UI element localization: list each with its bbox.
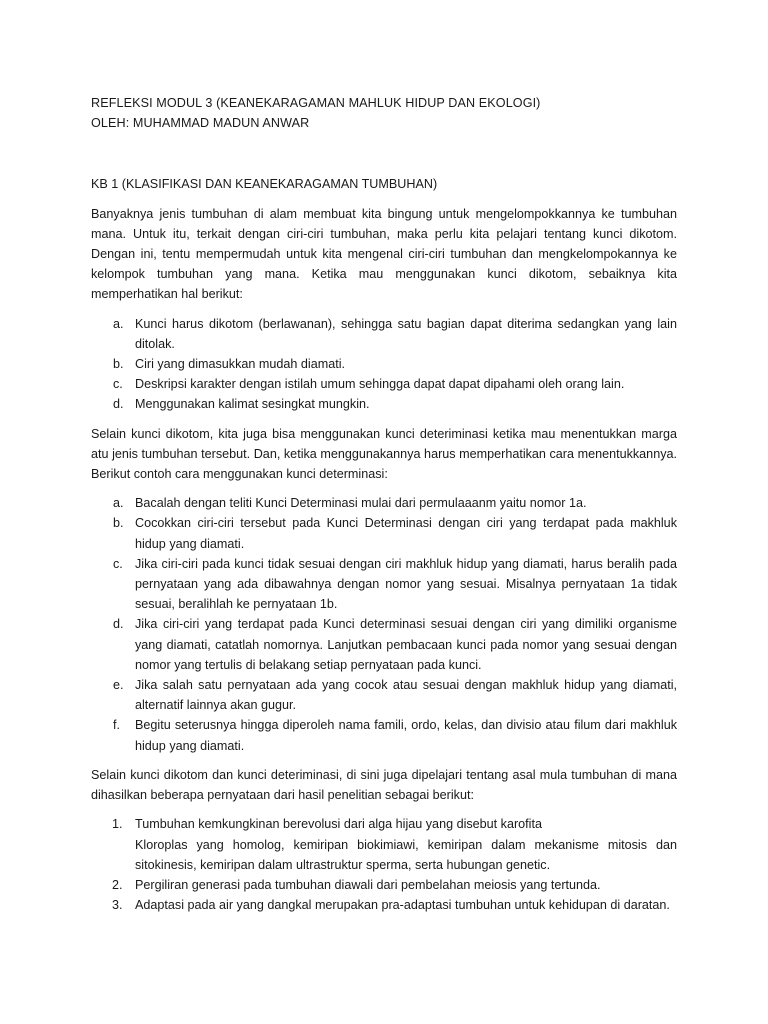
list-marker: a. bbox=[113, 316, 124, 331]
list-marker: c. bbox=[113, 377, 123, 392]
list-marker: b. bbox=[113, 516, 124, 531]
list-determinasi-steps bbox=[91, 493, 677, 756]
document-page bbox=[91, 93, 677, 915]
list-marker: d. bbox=[113, 397, 124, 412]
list-item bbox=[91, 314, 677, 354]
list-item-text: Kunci harus dikotom (berlawanan), sehingga satu bagian dapat diterima sedangkan yang lain ditolak. bbox=[135, 316, 677, 351]
list-item-subtext: Kloroplas yang homolog, kemiripan biokimiawi, kemiripan dalam mekanisme mitosis dan sitokinesis, kemiripan dalam ultrastruktur sperma, serta hubungan genetic. bbox=[135, 837, 677, 872]
list-item-text: Tumbuhan kemkungkinan berevolusi dari alga hijau yang disebut karofita bbox=[135, 817, 542, 832]
list-marker: 3. bbox=[112, 898, 123, 913]
list-dikotom-rules bbox=[91, 314, 677, 415]
document-title: REFLEKSI MODUL 3 (KEANEKARAGAMAN MAHLUK HIDUP DAN EKOLOGI) bbox=[91, 96, 541, 110]
list-item bbox=[91, 875, 677, 895]
list-item bbox=[91, 513, 677, 553]
section-heading: KB 1 (KLASIFIKASI DAN KEANEKARAGAMAN TUMBUHAN) bbox=[91, 177, 438, 192]
list-item-text: Adaptasi pada air yang dangkal merupakan pra-adaptasi tumbuhan untuk kehidupan di daratan. bbox=[135, 898, 670, 913]
document-author: OLEH: MUHAMMAD MADUN ANWAR bbox=[91, 116, 310, 131]
list-item bbox=[91, 374, 677, 394]
list-item-text: Pergiliran generasi pada tumbuhan diawali dari pembelahan meiosis yang tertunda. bbox=[135, 877, 601, 892]
list-item-text: Jika salah satu pernyataan ada yang cocok atau sesuai dengan makhluk hidup yang diamati, alternatif lainnya akan gugur. bbox=[135, 678, 677, 713]
list-item bbox=[91, 675, 677, 715]
list-marker: 2. bbox=[112, 877, 123, 892]
paragraph-determinasi-intro: Selain kunci dikotom, kita juga bisa menggunakan kunci deteriminasi ketika mau menentukkan marga atu jenis tumbuhan tersebut. Dan, ketika menggunakannya harus memperhatikan cara menentukkannya. Berikut contoh cara menggunakan kunci determinasi: bbox=[91, 426, 677, 482]
list-item bbox=[91, 814, 677, 875]
list-item-text: Cocokkan ciri-ciri tersebut pada Kunci Determinasi dengan ciri yang terdapat pada makhluk hidup yang diamati. bbox=[135, 516, 677, 551]
list-item-text: Jika ciri-ciri yang terdapat pada Kunci determinasi sesuai dengan ciri yang dimiliki organisme yang diamati, catatlah nomornya. Lanjutkan pembacaan kunci pada nomor yang sesuai dengan nomor yang tertulis di belakang setiap pernyataan pada kunci. bbox=[135, 617, 677, 672]
list-item bbox=[91, 614, 677, 675]
list-item bbox=[91, 354, 677, 374]
list-marker: a. bbox=[113, 496, 124, 511]
list-marker: c. bbox=[113, 556, 123, 571]
list-item bbox=[91, 493, 677, 513]
list-asal-tumbuhan bbox=[91, 814, 677, 915]
list-item-text: Begitu seterusnya hingga diperoleh nama famili, ordo, kelas, dan divisio atau filum dari makhluk hidup yang diamati. bbox=[135, 718, 677, 753]
list-item bbox=[91, 895, 677, 915]
list-marker: d. bbox=[113, 617, 124, 632]
list-marker: 1. bbox=[112, 817, 123, 832]
list-item-text: Jika ciri-ciri pada kunci tidak sesuai dengan ciri makhluk hidup yang diamati, harus beralih pada pernyataan yang ada dibawahnya dengan nomor yang sesuai. Misalnya pernyataan 1a tidak sesuai, beralihlah ke pernyataan 1b. bbox=[135, 556, 677, 612]
list-item bbox=[91, 715, 677, 755]
paragraph-asal-tumbuhan-intro: Selain kunci dikotom dan kunci deteriminasi, di sini juga dipelajari tentang asal mula tumbuhan di mana dihasilkan beberapa pernyataan dari hasil penelitian sebagai berikut: bbox=[91, 767, 677, 803]
list-item-text: Menggunakan kalimat sesingkat mungkin. bbox=[135, 397, 370, 412]
list-marker: b. bbox=[113, 357, 124, 372]
paragraph-dikotom-intro: Banyaknya jenis tumbuhan di alam membuat kita bingung untuk mengelompokkannya ke tumbuhan mana. Untuk itu, terkait dengan ciri-ciri tumbuhan, maka perlu kita pelajari tentang kunci dikotom. Dengan ini, tentu mempermudah untuk kita mengenal ciri-ciri tumbuhan dan mengkelompokannya ke kelompok tumbuhan yang mana. Ketika mau menggunakan kunci dikotom, sebaiknya kita memperhatikan hal berikut: bbox=[91, 206, 677, 302]
list-item-text: Bacalah dengan teliti Kunci Determinasi mulai dari permulaaanm yaitu nomor 1a. bbox=[135, 496, 587, 511]
list-item-text: Deskripsi karakter dengan istilah umum sehingga dapat dapat dipahami oleh orang lain. bbox=[135, 377, 625, 392]
list-marker: f. bbox=[113, 718, 120, 733]
list-item bbox=[91, 554, 677, 615]
list-item-text: Ciri yang dimasukkan mudah diamati. bbox=[135, 357, 345, 372]
list-marker: e. bbox=[113, 678, 124, 693]
list-item bbox=[91, 394, 677, 414]
